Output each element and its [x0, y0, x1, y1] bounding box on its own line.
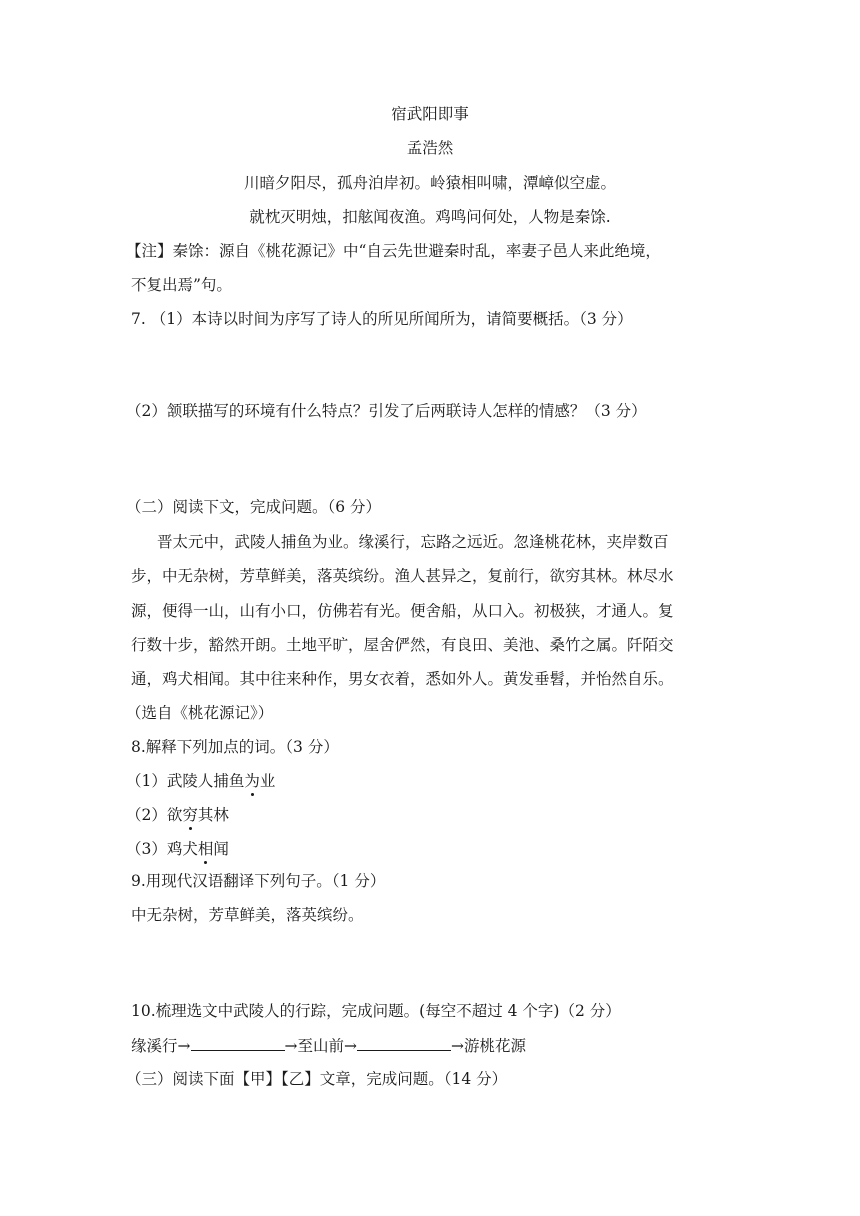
dotted-word: 相	[197, 840, 214, 858]
route-step: →游桃花源	[450, 1037, 526, 1055]
question-8-title: 8.解释下列加点的词。（3 分）	[131, 738, 339, 756]
dotted-word: 穷	[182, 806, 198, 824]
passage-line: 晋太元中，武陵人捕鱼为业。缘溪行，忘路之远近。忽逢桃花林，夹岸数百	[157, 533, 669, 551]
question-9-sentence: 中无杂树，芳草鲜美，落英缤纷。	[131, 906, 364, 924]
passage-line: 步，中无杂树，芳草鲜美，落英缤纷。渔人甚异之，复前行，欲穷其林。林尽水	[131, 567, 674, 585]
dotted-word: 为	[244, 772, 260, 790]
question-10-title: 10.梳理选文中武陵人的行踪，完成问题。(每空不超过 4 个字)（2 分）	[131, 1002, 621, 1020]
item-text: 闻	[213, 840, 229, 858]
poem-line-1: 川暗夕阳尽，孤舟泊岸初。岭猿相叫啸，潭嶂似空虚。	[243, 174, 616, 192]
poem-author: 孟浩然	[406, 139, 454, 157]
item-text: 业	[259, 772, 276, 790]
item-text: 其林	[197, 806, 229, 824]
passage-line: 通，鸡犬相闻。其中往来种作，男女衣着，悉如外人。黄发垂髫，并怡然自乐。	[131, 670, 674, 688]
question-10-route	[131, 1035, 526, 1056]
route-step: →至山前→	[284, 1037, 357, 1055]
question-8-item-3	[126, 839, 229, 859]
answer-blank-2[interactable]	[357, 1035, 451, 1051]
answer-blank-1[interactable]	[191, 1035, 285, 1051]
question-7-part-2: （2）颔联描写的环境有什么特点？引发了后两联诗人怎样的情感？（3 分）	[126, 402, 647, 420]
question-8-item-1	[126, 771, 275, 791]
passage-source: （选自《桃花源记》）	[126, 704, 274, 722]
poem-note-line-1: 【注】秦馀：源自《桃花源记》中“自云先世避秦时乱，率妻子邑人来此绝境，	[126, 242, 661, 260]
question-8-item-2	[126, 805, 229, 825]
question-9-title: 9.用现代汉语翻译下列句子。（1 分）	[131, 872, 386, 890]
passage-line: 行数十步，豁然开朗。土地平旷，屋舍俨然，有良田、美池、桑竹之属。阡陌交	[131, 636, 674, 654]
route-step: 缘溪行→	[131, 1037, 191, 1055]
item-text: （2）欲	[126, 806, 183, 824]
poem-title: 宿武阳即事	[391, 105, 469, 123]
section-3-heading: （三）阅读下面【甲】【乙】文章，完成问题。（14 分）	[126, 1070, 508, 1088]
passage-line: 源，便得一山，山有小口，仿佛若有光。便舍船，从口入。初极狭，才通人。复	[131, 602, 674, 620]
item-text: （1）武陵人捕鱼	[126, 772, 245, 790]
item-text: （3）鸡犬	[126, 840, 198, 858]
poem-line-2: 就枕灭明烛，扣舷闻夜渔。鸡鸣问何处，人物是秦馀.	[249, 208, 611, 226]
question-7-part-1: 7. （1）本诗以时间为序写了诗人的所见所闻所为，请简要概括。（3 分）	[131, 310, 633, 328]
poem-note-line-2: 不复出焉”句。	[131, 276, 232, 294]
section-2-heading: （二）阅读下文，完成问题。（6 分）	[126, 498, 382, 516]
